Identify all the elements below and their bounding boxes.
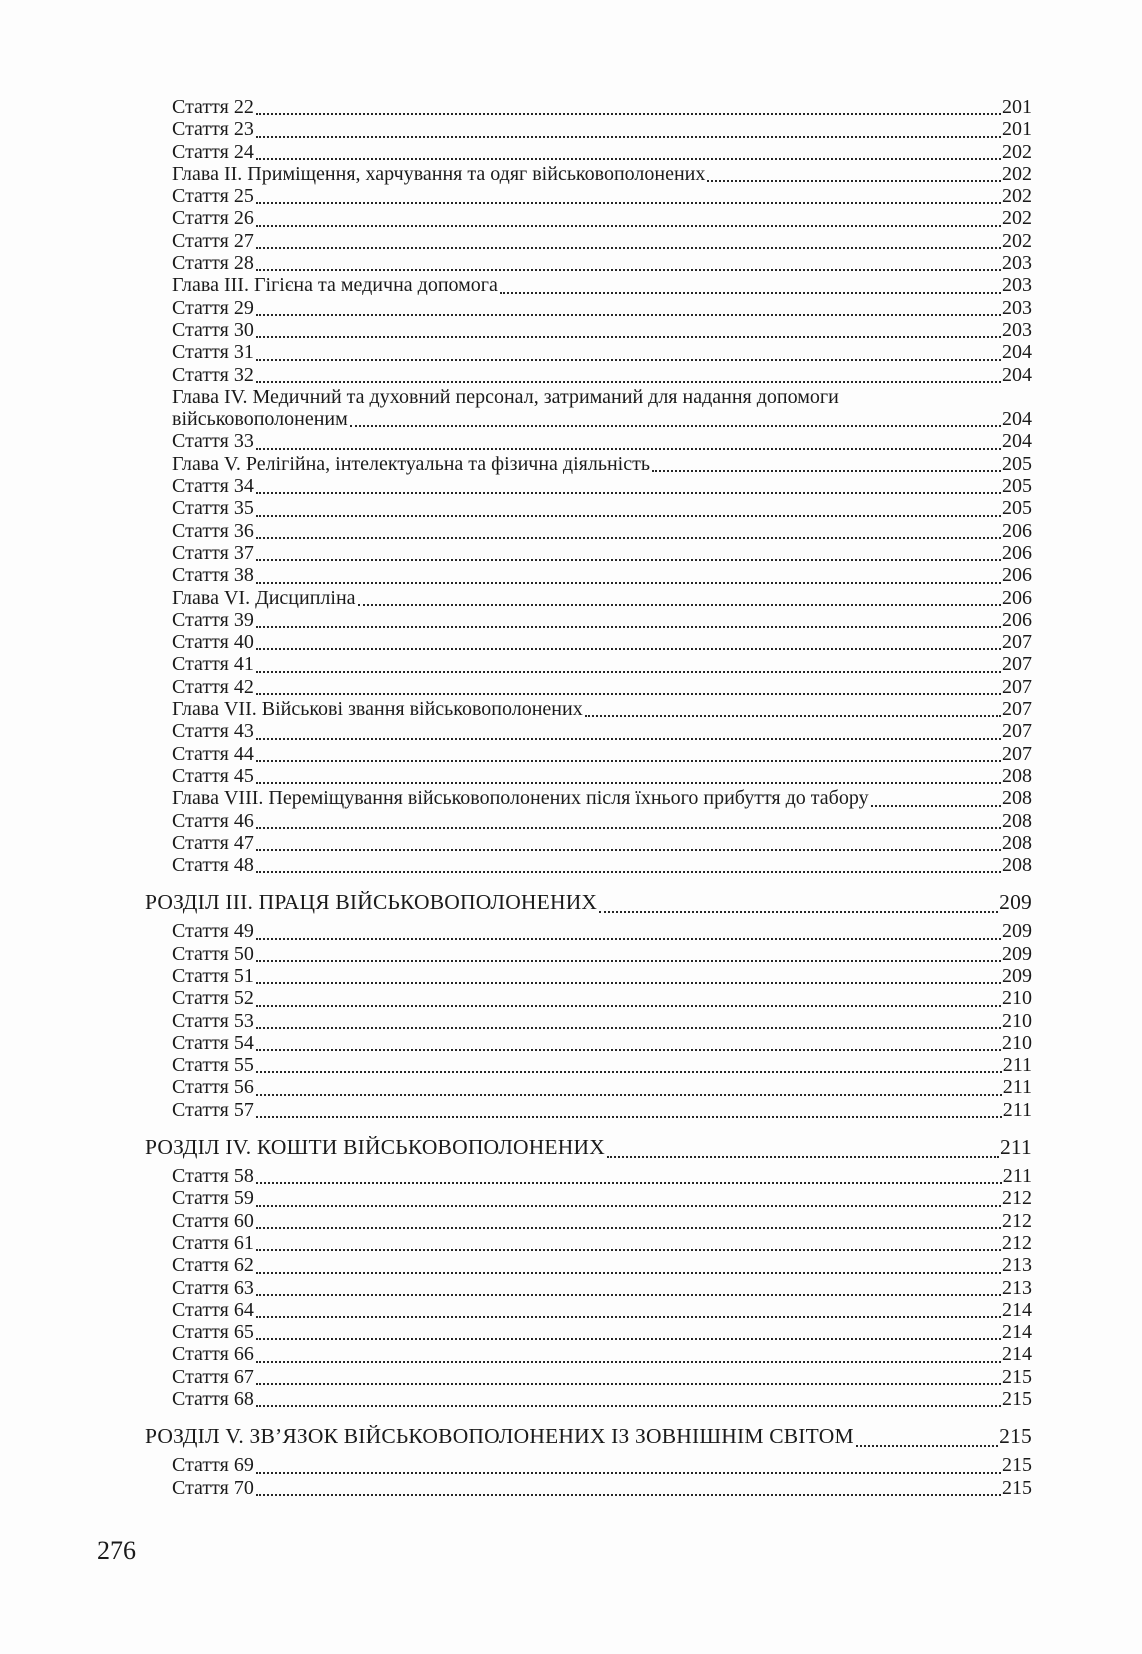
- dot-leader: [256, 136, 1001, 138]
- dot-leader: [856, 1445, 998, 1447]
- dot-leader: [256, 1094, 1002, 1096]
- toc-entry-page-number: 207: [1002, 742, 1032, 765]
- toc-line: [145, 341, 1032, 363]
- toc-line: [145, 1254, 1032, 1276]
- toc-entry-page-number: 202: [1002, 140, 1032, 163]
- toc-line: [145, 1388, 1032, 1410]
- dot-leader: [256, 1294, 1001, 1296]
- toc-entry-label: Стаття 62: [172, 1254, 254, 1277]
- toc-entry-label: Стаття 47: [172, 831, 254, 854]
- toc-line: [145, 1134, 1032, 1161]
- toc-entry: [145, 676, 1032, 698]
- toc-entry-page-number: 214: [1002, 1321, 1032, 1344]
- dot-leader: [256, 1361, 1001, 1363]
- dot-leader: [256, 492, 1001, 494]
- toc-line: [145, 1321, 1032, 1343]
- toc-entry-page-number: 210: [1002, 1031, 1032, 1054]
- toc-entry-page-number: 206: [1002, 586, 1032, 609]
- toc-line: [145, 475, 1032, 497]
- toc-entry-label: Стаття 24: [172, 140, 254, 163]
- toc-entry-label: Стаття 66: [172, 1343, 254, 1366]
- toc-entry-page-number: 209: [1002, 942, 1032, 965]
- toc-entry-label: Стаття 68: [172, 1388, 254, 1411]
- toc-line: [145, 297, 1032, 319]
- toc-entry-page-number: 204: [1002, 430, 1032, 453]
- toc-entry-page-number: 208: [1002, 831, 1032, 854]
- toc-entry-page-number: 201: [1002, 118, 1032, 141]
- toc-entry: [145, 1032, 1032, 1054]
- dot-leader: [256, 738, 1001, 740]
- toc-entry-label: Стаття 44: [172, 742, 254, 765]
- toc-entry: [145, 609, 1032, 631]
- toc-entry-page-number: 202: [1002, 229, 1032, 252]
- toc-line: [145, 743, 1032, 765]
- toc-entry-label: Глава VI. Дисципліна: [172, 586, 356, 609]
- toc-line: [145, 1454, 1032, 1476]
- toc-line: [145, 1165, 1032, 1187]
- toc-entry-label: Стаття 38: [172, 564, 254, 587]
- toc-entry-label: Стаття 57: [172, 1098, 254, 1121]
- dot-leader: [256, 314, 1001, 316]
- toc-line: [145, 1099, 1032, 1121]
- toc-entry-page-number: 204: [1002, 341, 1032, 364]
- toc-line: [145, 1010, 1032, 1032]
- toc-line: [145, 987, 1032, 1009]
- toc-entry-label: Стаття 70: [172, 1476, 254, 1499]
- toc-line: [145, 1366, 1032, 1388]
- toc-entry: [145, 810, 1032, 832]
- toc-entry-label: Стаття 53: [172, 1009, 254, 1032]
- dot-leader: [256, 537, 1001, 539]
- toc-entry-label: Стаття 30: [172, 318, 254, 341]
- dot-leader: [256, 960, 1001, 962]
- toc-entry-label: Стаття 64: [172, 1298, 254, 1321]
- toc-line: [145, 832, 1032, 854]
- toc-line: [145, 163, 1032, 185]
- dot-leader: [256, 225, 1001, 227]
- toc-entry-label: Стаття 34: [172, 475, 254, 498]
- toc-entry: [145, 252, 1032, 274]
- dot-leader: [871, 805, 1001, 807]
- toc-entry: [145, 1134, 1032, 1161]
- dot-leader: [256, 982, 1001, 984]
- toc-entry: [145, 118, 1032, 140]
- dot-leader: [256, 626, 1001, 628]
- toc-entry: [145, 1076, 1032, 1098]
- toc-entry-page-number: 211: [1002, 1054, 1032, 1077]
- toc-entry-page-number: 205: [1002, 497, 1032, 520]
- toc-entry: [145, 889, 1032, 916]
- toc-entry-page-number: 212: [1002, 1209, 1032, 1232]
- toc-entry: [145, 185, 1032, 207]
- toc-entry: [145, 720, 1032, 742]
- toc-entry-page-number: 207: [1002, 653, 1032, 676]
- dot-leader: [350, 425, 1001, 427]
- dot-leader: [599, 911, 998, 913]
- toc-entry-label: Стаття 69: [172, 1454, 254, 1477]
- toc-line: [145, 542, 1032, 564]
- toc-entry-page-number: 215: [999, 1424, 1032, 1449]
- dot-leader: [256, 359, 1001, 361]
- toc-entry-label: Стаття 28: [172, 252, 254, 275]
- toc-entry: [145, 230, 1032, 252]
- toc-entry-page-number: 202: [1002, 185, 1032, 208]
- toc-line: [145, 1423, 1032, 1450]
- dot-leader: [256, 1005, 1001, 1007]
- toc-entry-label: Стаття 60: [172, 1209, 254, 1232]
- toc-entry-page-number: 210: [1002, 987, 1032, 1010]
- toc-entry-page-number: 207: [1002, 720, 1032, 743]
- toc-entry-label: Стаття 42: [172, 675, 254, 698]
- toc-entry: [145, 653, 1032, 675]
- toc-entry-page-number: 203: [1002, 318, 1032, 341]
- toc-entry-label: Стаття 25: [172, 185, 254, 208]
- toc-line: [145, 854, 1032, 876]
- dot-leader: [256, 1272, 1001, 1274]
- toc-entry: [145, 832, 1032, 854]
- dot-leader: [256, 158, 1001, 160]
- toc-entry: [145, 1210, 1032, 1232]
- toc-entry-page-number: 215: [1002, 1454, 1032, 1477]
- toc-entry: [145, 698, 1032, 720]
- toc-line: [145, 609, 1032, 631]
- dot-leader: [256, 671, 1001, 673]
- toc-entry-page-number: 211: [1002, 1165, 1032, 1188]
- dot-leader: [256, 1205, 1001, 1207]
- toc-entry: [145, 141, 1032, 163]
- toc-line: [145, 118, 1032, 140]
- dot-leader: [256, 1338, 1001, 1340]
- toc-entry: [145, 943, 1032, 965]
- dot-leader: [500, 292, 1001, 294]
- dot-leader: [652, 470, 1001, 472]
- toc-entry: [145, 96, 1032, 118]
- toc-entry: [145, 1454, 1032, 1476]
- toc-entry-page-number: 208: [1002, 854, 1032, 877]
- toc-entry: [145, 364, 1032, 386]
- toc-line: [145, 1232, 1032, 1254]
- dot-leader: [256, 1494, 1001, 1496]
- toc-entry-label: Стаття 22: [172, 96, 254, 118]
- toc-entry-page-number: 201: [1002, 96, 1032, 118]
- toc-line: [145, 653, 1032, 675]
- toc-entry-label: Стаття 36: [172, 519, 254, 542]
- toc-line: [145, 1187, 1032, 1209]
- toc-entry-label: Стаття 56: [172, 1076, 254, 1099]
- toc-line: [145, 1343, 1032, 1365]
- toc-entry-label: Стаття 33: [172, 430, 254, 453]
- toc-line: [145, 207, 1032, 229]
- toc-entry-page-number: 209: [1002, 964, 1032, 987]
- toc-line: [145, 1032, 1032, 1054]
- toc-line: [145, 698, 1032, 720]
- dot-leader: [256, 871, 1001, 873]
- toc-entry-page-number: 214: [1002, 1343, 1032, 1366]
- toc-entry: [145, 453, 1032, 475]
- toc-entry: [145, 1010, 1032, 1032]
- toc-line: [145, 364, 1032, 386]
- toc-entry: [145, 743, 1032, 765]
- dot-leader: [256, 113, 1001, 115]
- dot-leader: [256, 1227, 1001, 1229]
- dot-leader: [585, 715, 1001, 717]
- toc-entry-label: Стаття 51: [172, 964, 254, 987]
- dot-leader: [256, 202, 1001, 204]
- toc-entry: [145, 297, 1032, 319]
- toc-entry-label: Стаття 63: [172, 1276, 254, 1299]
- toc-line: [145, 408, 1032, 430]
- dot-leader: [256, 1116, 1002, 1118]
- dot-leader: [607, 1156, 999, 1158]
- dot-leader: [358, 604, 1001, 606]
- toc-entry-label: Глава VIII. Переміщування військовополонених після їхнього прибуття до табору: [172, 787, 869, 810]
- toc-entry-page-number: 207: [1002, 698, 1032, 721]
- toc-line: [145, 765, 1032, 787]
- toc-entry-page-number: 215: [1002, 1365, 1032, 1388]
- toc-entry-label: Стаття 32: [172, 363, 254, 386]
- toc-line: [145, 319, 1032, 341]
- toc-entry: [145, 564, 1032, 586]
- toc-line: [145, 965, 1032, 987]
- dot-leader: [256, 582, 1001, 584]
- toc-entry-label: Стаття 61: [172, 1231, 254, 1254]
- toc-entry: [145, 1187, 1032, 1209]
- toc-line: [145, 1299, 1032, 1321]
- dot-leader: [256, 1405, 1001, 1407]
- toc-entry-label: Стаття 65: [172, 1321, 254, 1344]
- toc-line: [145, 520, 1032, 542]
- toc-entry-label: Стаття 67: [172, 1365, 254, 1388]
- toc-entry-label: Стаття 41: [172, 653, 254, 676]
- dot-leader: [256, 1383, 1001, 1385]
- toc-entry-label: Стаття 23: [172, 118, 254, 141]
- toc-entry: [145, 542, 1032, 564]
- toc-entry-page-number: 206: [1002, 541, 1032, 564]
- toc-entry-label: Стаття 59: [172, 1187, 254, 1210]
- toc-entry-label: РОЗДІЛ V. ЗВ’ЯЗОК ВІЙСЬКОВОПОЛОНЕНИХ ІЗ ЗОВНІШНІМ СВІТОМ: [145, 1424, 854, 1449]
- toc-entry: [145, 497, 1032, 519]
- toc-entry-page-number: 208: [1002, 764, 1032, 787]
- toc-entry: [145, 475, 1032, 497]
- toc-line: [145, 453, 1032, 475]
- toc-entry: [145, 987, 1032, 1009]
- dot-leader: [256, 336, 1001, 338]
- dot-leader: [256, 1249, 1001, 1251]
- dot-leader: [256, 1027, 1001, 1029]
- toc-entry: [145, 1054, 1032, 1076]
- dot-leader: [256, 448, 1001, 450]
- toc-entry-page-number: 211: [999, 1135, 1032, 1160]
- toc-entry-label: Стаття 27: [172, 229, 254, 252]
- toc-entry-page-number: 215: [1002, 1388, 1032, 1411]
- toc-entry-page-number: 206: [1002, 519, 1032, 542]
- toc-entry: [145, 1254, 1032, 1276]
- toc-entry-label: РОЗДІЛ IV. КОШТИ ВІЙСЬКОВОПОЛОНЕНИХ: [145, 1135, 605, 1160]
- toc-entry-page-number: 207: [1002, 675, 1032, 698]
- toc-entry-page-number: 206: [1002, 564, 1032, 587]
- toc-entry-page-number: 203: [1002, 296, 1032, 319]
- toc-entry-page-number: 210: [1002, 1009, 1032, 1032]
- toc-entry-label: Глава III. Гігієна та медична допомога: [172, 274, 498, 297]
- toc-line: [145, 1054, 1032, 1076]
- toc-entry-label: Стаття 37: [172, 541, 254, 564]
- toc-line: [145, 943, 1032, 965]
- dot-leader: [256, 559, 1001, 561]
- toc-entry: [145, 920, 1032, 942]
- toc-line: [145, 230, 1032, 252]
- toc-entry-label: Стаття 43: [172, 720, 254, 743]
- footer-page-number: 276: [97, 1536, 136, 1565]
- toc-entry-page-number: 204: [1002, 363, 1032, 386]
- toc-entry-label: Стаття 49: [172, 920, 254, 943]
- toc-entry: [145, 1423, 1032, 1450]
- dot-leader: [256, 648, 1001, 650]
- toc-entry-label: Стаття 50: [172, 942, 254, 965]
- toc-entry-page-number: 213: [1002, 1276, 1032, 1299]
- toc-entry: [145, 1099, 1032, 1121]
- toc-line: [145, 1076, 1032, 1098]
- toc-entry-label: Стаття 39: [172, 608, 254, 631]
- dot-leader: [256, 247, 1001, 249]
- toc-entry-label: Стаття 35: [172, 497, 254, 520]
- toc-entry: [145, 1165, 1032, 1187]
- toc-line: [145, 497, 1032, 519]
- toc-entry-page-number: 213: [1002, 1254, 1032, 1277]
- toc-line: [145, 274, 1032, 296]
- toc-entry-page-number: 203: [1002, 274, 1032, 297]
- toc-entry-page-number: 205: [1002, 475, 1032, 498]
- toc-line: [145, 386, 1032, 408]
- toc-entry: [145, 274, 1032, 296]
- toc-entry: [145, 1388, 1032, 1410]
- toc-entry: [145, 163, 1032, 185]
- toc-entry-page-number: 209: [1002, 920, 1032, 943]
- toc-entry-page-number: 205: [1002, 452, 1032, 475]
- toc-entry: [145, 1299, 1032, 1321]
- dot-leader: [256, 1182, 1002, 1184]
- toc-line: [145, 720, 1032, 742]
- dot-leader: [256, 1071, 1002, 1073]
- dot-leader: [256, 849, 1001, 851]
- dot-leader: [256, 760, 1001, 762]
- toc-line: [145, 889, 1032, 916]
- dot-leader: [256, 827, 1001, 829]
- dot-leader: [707, 180, 1001, 182]
- toc-entry-page-number: 212: [1002, 1187, 1032, 1210]
- dot-leader: [256, 269, 1001, 271]
- toc-line: [145, 96, 1032, 118]
- toc-entry-label: військовополоненим: [172, 408, 348, 431]
- toc-entry-label: Стаття 40: [172, 631, 254, 654]
- toc-line: [145, 810, 1032, 832]
- toc-entry-page-number: 202: [1002, 207, 1032, 230]
- toc-entry: [145, 1366, 1032, 1388]
- toc-entry-page-number: 207: [1002, 631, 1032, 654]
- toc-line: [145, 631, 1032, 653]
- toc-entry-label: Стаття 54: [172, 1031, 254, 1054]
- dot-leader: [256, 1472, 1001, 1474]
- toc-entry: [145, 1343, 1032, 1365]
- toc-entry: [145, 341, 1032, 363]
- toc-entry-page-number: 214: [1002, 1298, 1032, 1321]
- dot-leader: [256, 693, 1001, 695]
- toc-line: [145, 185, 1032, 207]
- toc-entry-page-number: 209: [999, 890, 1032, 915]
- toc-line: [145, 430, 1032, 452]
- dot-leader: [256, 938, 1001, 940]
- toc-entry: [145, 1321, 1032, 1343]
- toc-entry: [145, 587, 1032, 609]
- toc-entry-label: РОЗДІЛ III. ПРАЦЯ ВІЙСЬКОВОПОЛОНЕНИХ: [145, 890, 598, 915]
- toc-entry: [145, 765, 1032, 787]
- toc-entry-page-number: 204: [1002, 408, 1032, 431]
- dot-leader: [256, 1049, 1001, 1051]
- toc-entry: [145, 386, 1032, 431]
- toc-entry: [145, 207, 1032, 229]
- toc-entry: [145, 319, 1032, 341]
- toc-entry-label: Глава V. Релігійна, інтелектуальна та фізична діяльність: [172, 452, 650, 475]
- toc-entry-label: Стаття 55: [172, 1054, 254, 1077]
- toc-line: [145, 1277, 1032, 1299]
- dot-leader: [256, 515, 1001, 517]
- toc-line: [145, 252, 1032, 274]
- toc-entry-label: Стаття 48: [172, 854, 254, 877]
- toc-line: [145, 587, 1032, 609]
- toc-entry: [145, 1277, 1032, 1299]
- toc-entry: [145, 1232, 1032, 1254]
- toc-entry-label: Глава II. Приміщення, харчування та одяг військовополонених: [172, 162, 706, 185]
- toc-line: [145, 564, 1032, 586]
- toc-entry-page-number: 208: [1002, 787, 1032, 810]
- dot-leader: [256, 381, 1001, 383]
- toc-entry-label: Стаття 46: [172, 809, 254, 832]
- toc-entry-label: Стаття 29: [172, 296, 254, 319]
- toc-entry-label: Стаття 52: [172, 987, 254, 1010]
- toc-entry: [145, 631, 1032, 653]
- toc-entry-page-number: 212: [1002, 1231, 1032, 1254]
- toc-line: [145, 141, 1032, 163]
- toc-entry-label: Стаття 26: [172, 207, 254, 230]
- toc-entry-page-number: 203: [1002, 252, 1032, 275]
- toc-entry-page-number: 206: [1002, 608, 1032, 631]
- toc-entry-label: Стаття 58: [172, 1165, 254, 1188]
- toc-line: [145, 676, 1032, 698]
- dot-leader: [256, 782, 1001, 784]
- toc-entry: [145, 965, 1032, 987]
- toc-line: [145, 1210, 1032, 1232]
- toc-entry-page-number: 211: [1002, 1098, 1032, 1121]
- toc-entry: [145, 520, 1032, 542]
- toc-entry-label: Стаття 45: [172, 764, 254, 787]
- toc-entry-label: Глава VII. Військові звання військовополонених: [172, 698, 583, 721]
- toc-entry-label: Стаття 31: [172, 341, 254, 364]
- toc-entry-page-number: 215: [1002, 1476, 1032, 1499]
- toc-entry-page-number: 211: [1002, 1076, 1032, 1099]
- toc-line: [145, 1477, 1032, 1499]
- toc-entry-page-number: 202: [1002, 162, 1032, 185]
- toc-entry: [145, 430, 1032, 452]
- toc-line: [145, 920, 1032, 942]
- toc-entry: [145, 787, 1032, 809]
- toc-line: [145, 787, 1032, 809]
- toc-entry: [145, 854, 1032, 876]
- toc-entry: [145, 1477, 1032, 1499]
- toc-entry-page-number: 208: [1002, 809, 1032, 832]
- dot-leader: [256, 1316, 1001, 1318]
- toc-entry-label: Глава IV. Медичний та духовний персонал, затриманий для надання допомоги: [172, 385, 839, 408]
